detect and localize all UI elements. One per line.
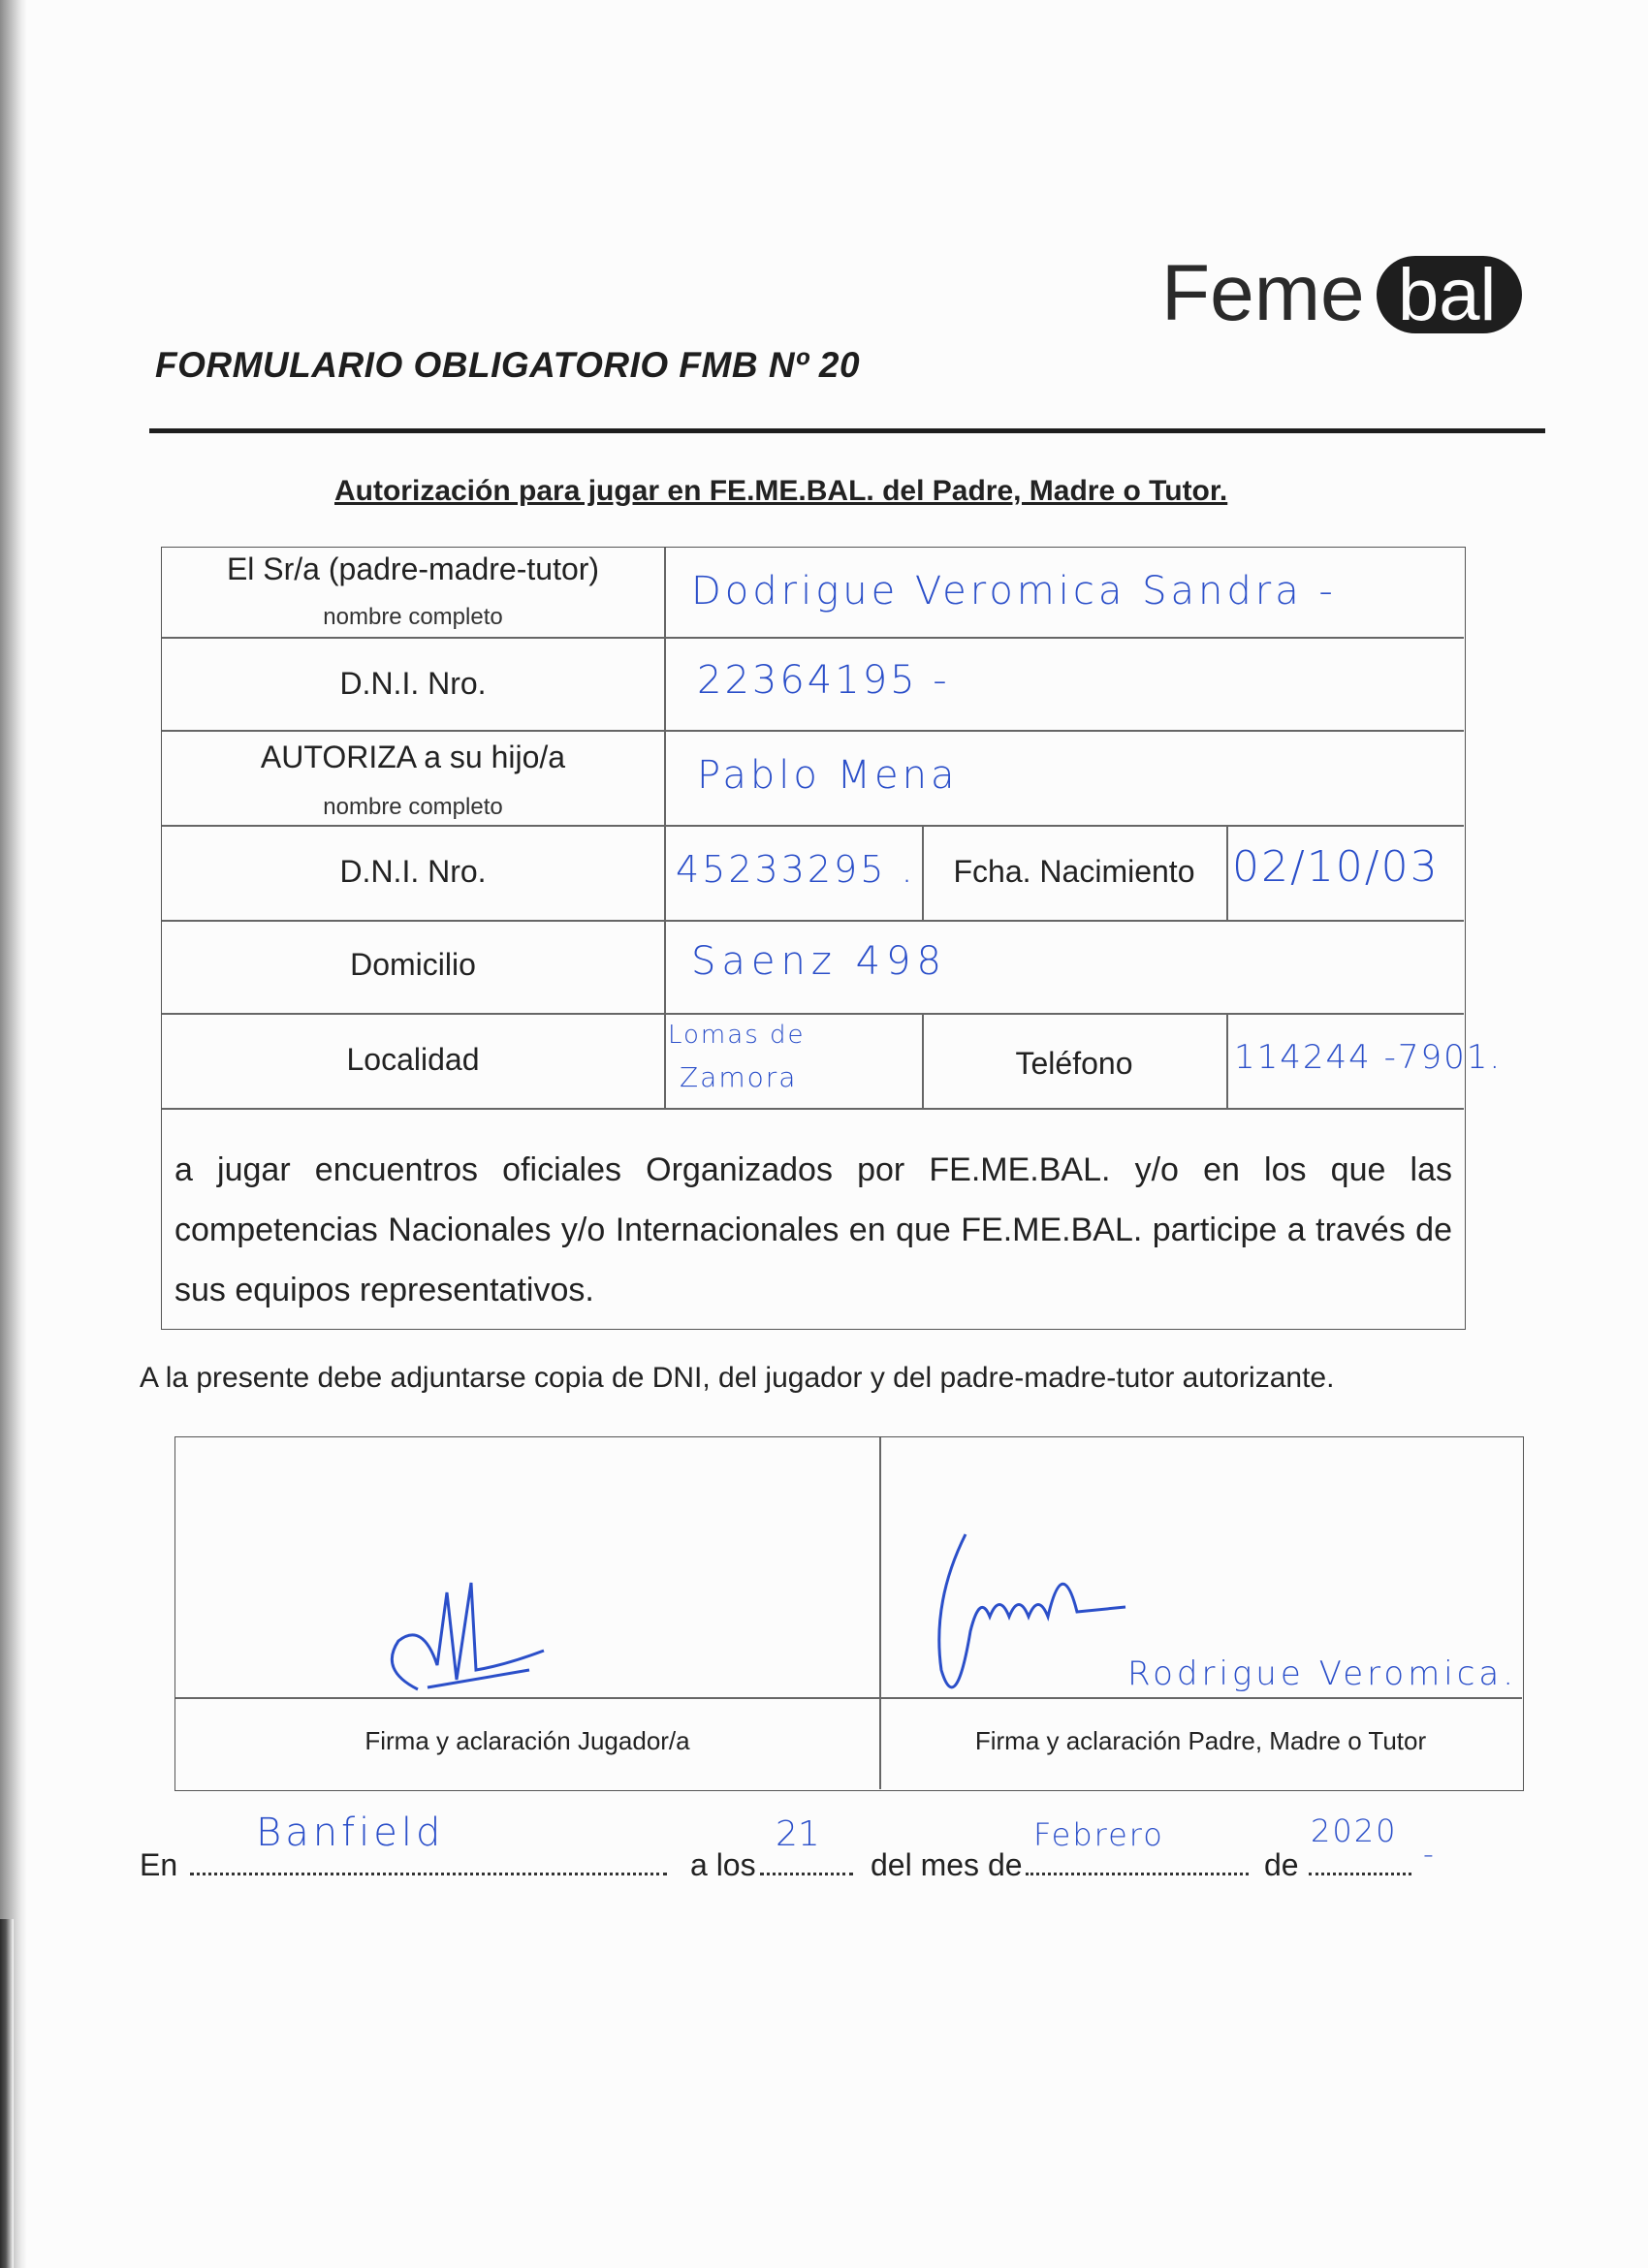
logo-text-feme: Feme <box>1161 249 1365 337</box>
birth-date-field[interactable]: 02/10/03 <box>1232 842 1440 892</box>
footer-month-prefix: del mes de <box>871 1847 1023 1882</box>
phone-label: Teléfono <box>1015 1046 1133 1081</box>
title-divider <box>149 428 1545 433</box>
footer-year-prefix: de <box>1264 1847 1299 1882</box>
year-dotted-line <box>1309 1859 1411 1875</box>
parent-signature-label: Firma y aclaración Padre, Madre o Tutor <box>974 1726 1427 1755</box>
place-field[interactable]: Banfield <box>256 1811 445 1855</box>
authorization-subtitle: Autorización para jugar en FE.ME.BAL. del Padre, Madre o Tutor. <box>334 475 1228 507</box>
parent-dni-field[interactable]: 22364195 - <box>697 658 950 703</box>
row-divider <box>162 920 1464 922</box>
child-label: AUTORIZA a su hijo/a <box>260 740 566 774</box>
footer-days-prefix: a los <box>690 1847 756 1882</box>
player-signature[interactable] <box>369 1573 602 1709</box>
city-label: Localidad <box>346 1042 480 1077</box>
column-divider <box>664 548 666 1108</box>
parent-dni-label: D.N.I. Nro. <box>339 666 487 701</box>
parent-label: El Sr/a (padre-madre-tutor) <box>226 551 600 586</box>
child-name-field[interactable]: Pablo Mena <box>697 753 959 798</box>
parent-name-field[interactable]: Dodrigue Veromica Sandra - <box>691 569 1337 614</box>
address-field[interactable]: Saenz 498 <box>691 939 947 984</box>
player-signature-label: Firma y aclaración Jugador/a <box>364 1726 690 1755</box>
day-field[interactable]: 21 <box>776 1814 820 1854</box>
footer-suffix: - <box>1423 1838 1434 1872</box>
row-divider <box>162 1108 1464 1110</box>
child-sublabel: nombre completo <box>323 794 503 820</box>
form-title: FORMULARIO OBLIGATORIO FMB Nº 20 <box>155 345 861 385</box>
city-field-line2[interactable]: Zamora <box>680 1061 798 1093</box>
row-divider <box>162 825 1464 827</box>
logo-text-bal: bal <box>1398 254 1497 336</box>
address-label: Domicilio <box>350 947 476 982</box>
day-dotted-line <box>760 1859 853 1875</box>
child-dni-field[interactable]: 45233295 . <box>676 848 916 891</box>
month-dotted-line <box>1026 1859 1249 1875</box>
row-divider <box>162 730 1464 732</box>
parent-sublabel: nombre completo <box>323 604 503 630</box>
phone-field[interactable]: 114244 -7901. <box>1234 1038 1503 1077</box>
authorization-paragraph: a jugar encuentros oficiales Organizados por FE.ME.BAL. y/o en los que las competencias Nacionales y/o Internacionales en que FE.ME.BAL. participe a través de sus equipos representativos. <box>174 1151 1452 1308</box>
signature-table <box>174 1436 1524 1791</box>
city-field-line1[interactable]: Lomas de <box>668 1021 806 1050</box>
attachment-note: A la presente debe adjuntarse copia de DNI, del jugador y del padre-madre-tutor autorizante. <box>140 1362 1335 1394</box>
footer-prefix: En <box>140 1847 178 1882</box>
place-dotted-line <box>190 1859 667 1875</box>
year-field[interactable]: 2020 <box>1311 1812 1398 1849</box>
child-dni-label: D.N.I. Nro. <box>339 854 487 889</box>
row-divider <box>162 637 1464 639</box>
column-divider <box>1226 825 1228 920</box>
month-field[interactable]: Febrero <box>1033 1816 1164 1853</box>
parent-signature-clarification: Rodrigue Veromica. <box>1127 1654 1518 1693</box>
column-divider <box>1226 1013 1228 1108</box>
birth-date-label: Fcha. Nacimiento <box>953 854 1195 889</box>
row-divider <box>162 1013 1464 1015</box>
scan-edge-dark <box>0 1919 14 2268</box>
femebal-logo <box>1161 242 1530 339</box>
